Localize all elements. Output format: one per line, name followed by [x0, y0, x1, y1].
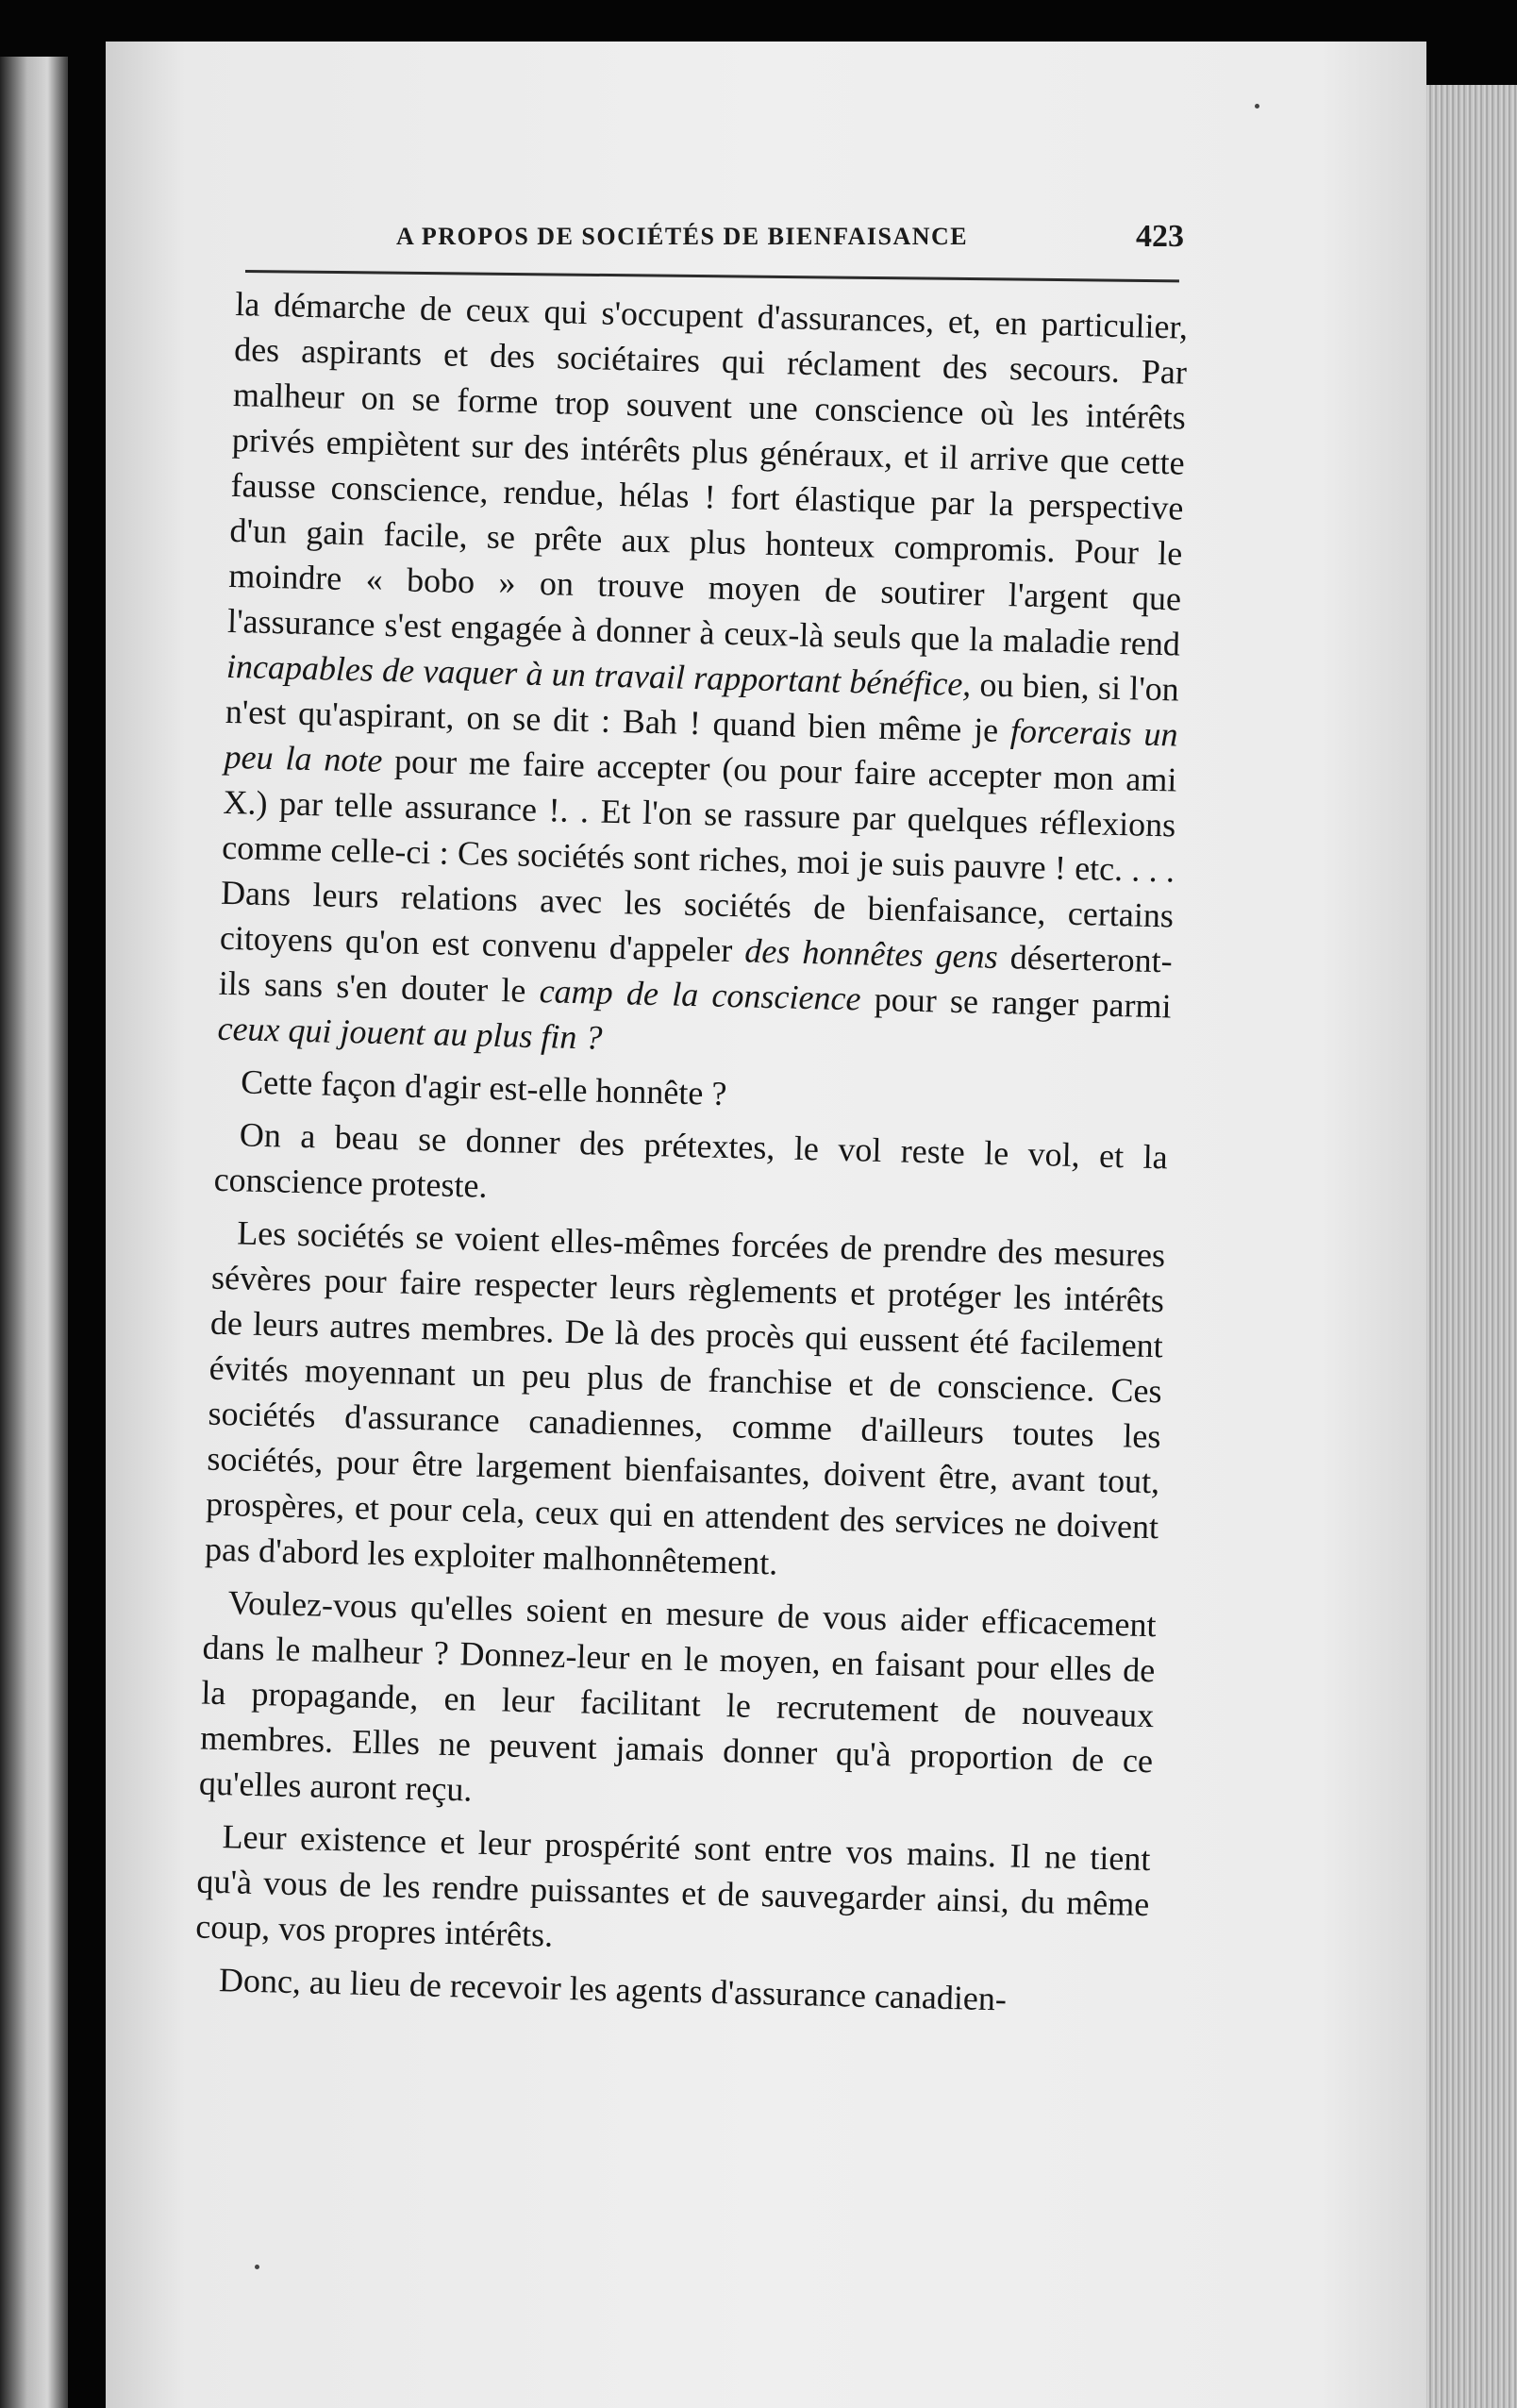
- facing-page-edge: [0, 57, 68, 2408]
- paragraph-5: Voulez-vous qu'elles soient en mesure de vous aider efficacement dans le malheur ? Donnez-leur en le moyen, en faisant pour elles de la propagande, en leur facilitant le recrutement de nouveaux membres. Elles ne peuvent jamais donner qu'à proportion de ce qu'elles auront reçu.: [198, 1583, 1157, 1809]
- running-head: A PROPOS DE SOCIÉTÉS DE BIENFAISANCE: [396, 223, 969, 250]
- page-header: [241, 219, 1184, 270]
- paragraph-7: Donc, au lieu de recevoir les agents d'assurance canadien-: [218, 1961, 1008, 2018]
- paragraph-1: la démarche de ceux qui s'occupent d'assurances, et, en particulier, des aspirants et des sociétaires qui réclament des secours. Par malheur on se forme trop souvent une conscience où les intérêts privés empiètent sur des intérêts plus généraux, et il arrive que cette fausse conscience, rendue, hélas ! fort élastique par la perspective d'un gain facile, se prête aux plus honteux compromis. Pour le moindre « bobo » on trouve moyen de soutirer l'argent que l'assurance s'est engagée à donner à ceux-là seuls que la maladie rend incapables de vaquer à un travail rapportant bénéfice, ou bien, si l'on n'est qu'aspirant, on se dit : Bah ! quand bien même je forcerais un peu la note pour me faire accepter (ou pour faire accepter mon ami X.) par telle assurance !. . Et l'on se rassure par quelques réflexions comme celle-ci : Ces sociétés sont riches, moi je suis pauvre ! etc. . . . Dans leurs relations avec les sociétés de bienfaisance, certains citoyens qu'on est convenu d'appeler des honnêtes gens déserteront-ils sans s'en douter le camp de la conscience pour se ranger parmi ceux qui jouent au plus fin ?: [217, 284, 1189, 1057]
- paragraph-3: On a beau se donner des prétextes, le vol reste le vol, et la conscience proteste.: [213, 1115, 1169, 1205]
- body-text: [193, 281, 1188, 2025]
- scan-speck: [1255, 104, 1259, 109]
- scan-speck: [255, 2265, 259, 2269]
- paragraph-4: Les sociétés se voient elles-mêmes forcées de prendre des mesures sévères pour faire respecter leurs règlements et protéger les intérêts de leurs autres membres. De là des procès qui eussent été facilement évités moyennant un peu plus de franchise et de conscience. Ces sociétés d'assurance canadiennes, comme d'ailleurs toutes les sociétés, pour être largement bienfaisantes, doivent être, avant tout, prospères, et pour cela, ceux qui en attendent des services ne doivent pas d'abord les exploiter malhonnêtement.: [204, 1213, 1166, 1582]
- page-number: 423: [1136, 219, 1184, 254]
- page-stack-edges: [1426, 85, 1517, 2408]
- paragraph-6: Leur existence et leur prospérité sont entre vos mains. Il ne tient qu'à vous de les rendre puissantes et de sauvegarder ainsi, du même coup, vos propres intérêts.: [194, 1817, 1151, 1954]
- paragraph-2: Cette façon d'agir est-elle honnête ?: [240, 1062, 727, 1112]
